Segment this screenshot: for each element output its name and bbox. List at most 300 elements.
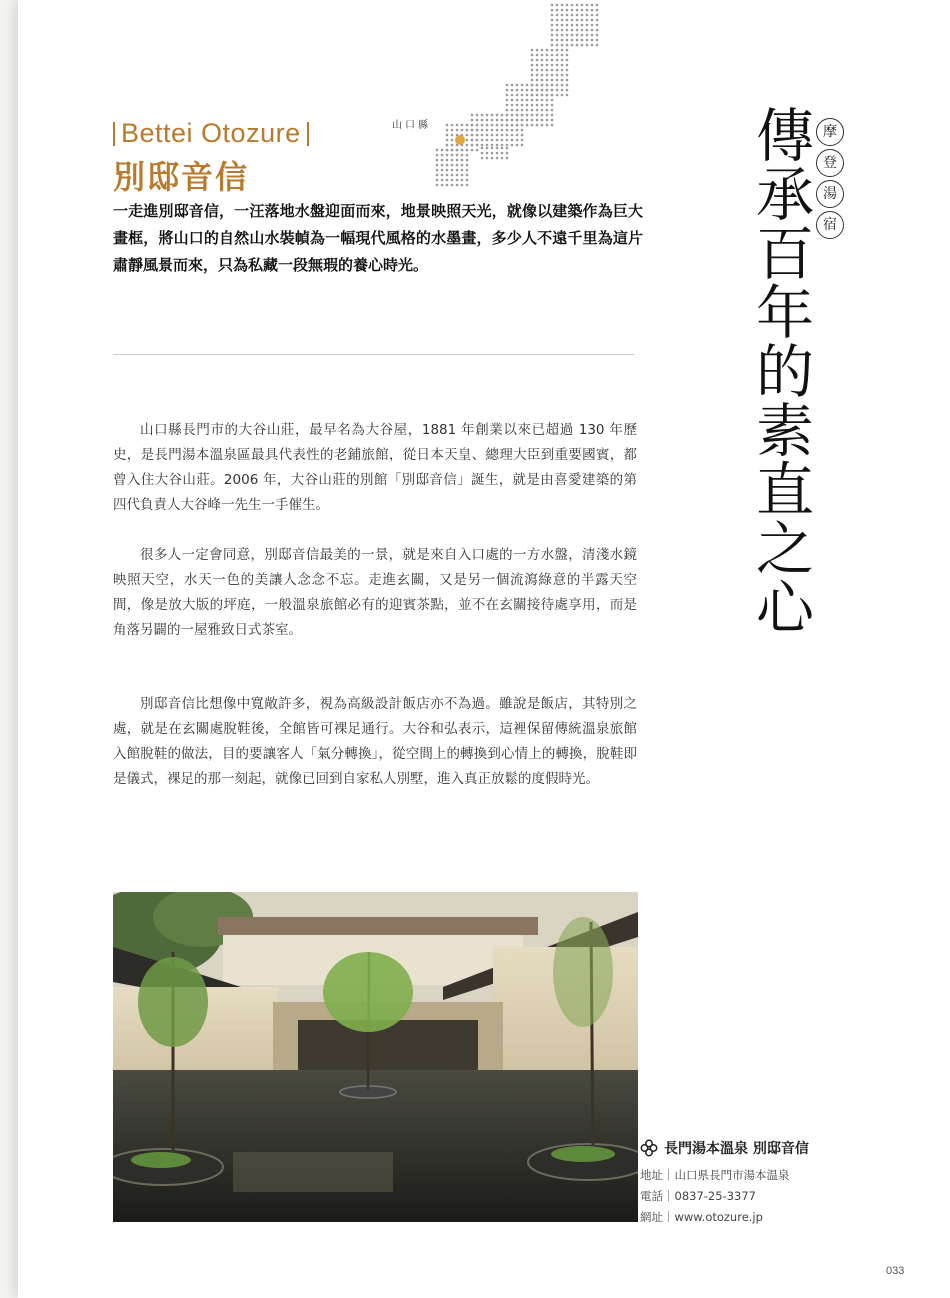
map-dot: [551, 44, 554, 47]
map-dot: [446, 124, 449, 127]
map-dot: [486, 144, 489, 147]
map-dot: [581, 34, 584, 37]
title-bar-right: [307, 122, 309, 146]
map-dot: [596, 24, 599, 27]
map-dot: [491, 152, 494, 155]
map-dot: [436, 154, 439, 157]
map-dot: [586, 19, 589, 22]
map-dot: [586, 14, 589, 17]
hotel-name: 長門湯本溫泉 別邸音信: [664, 1141, 809, 1157]
map-dot: [446, 144, 449, 147]
hotel-address: 地址｜山口県長門市湯本温泉: [640, 1168, 790, 1182]
map-dot: [496, 147, 499, 150]
map-dot: [571, 44, 574, 47]
map-dot: [596, 29, 599, 32]
map-dot: [516, 84, 519, 87]
map-dot: [506, 109, 509, 112]
map-dot: [531, 59, 534, 62]
map-dot: [566, 74, 569, 77]
map-dot: [461, 149, 464, 152]
map-dot: [511, 129, 514, 132]
map-dot: [466, 134, 469, 137]
map-dot: [546, 69, 549, 72]
hotel-website: 網址｜www.otozure.jp: [640, 1210, 763, 1224]
map-dot: [461, 174, 464, 177]
map-dot: [581, 4, 584, 7]
map-dot: [441, 174, 444, 177]
map-dot: [451, 124, 454, 127]
map-dot: [531, 74, 534, 77]
map-dot: [556, 69, 559, 72]
map-dot: [501, 147, 504, 150]
map-dot: [566, 69, 569, 72]
map-dot: [566, 9, 569, 12]
map-dot: [521, 114, 524, 117]
map-dot: [576, 44, 579, 47]
map-dot: [496, 157, 499, 160]
map-dot: [476, 149, 479, 152]
map-dot: [511, 124, 514, 127]
map-dot: [451, 179, 454, 182]
map-dot: [476, 134, 479, 137]
title-bar-left: [113, 122, 115, 146]
map-dot: [551, 69, 554, 72]
map-dot: [561, 69, 564, 72]
map-dot: [581, 29, 584, 32]
map-dot: [551, 19, 554, 22]
map-dot: [566, 84, 569, 87]
section-divider: [113, 354, 635, 355]
map-dot: [556, 14, 559, 17]
map-dot: [516, 99, 519, 102]
map-dot: [441, 149, 444, 152]
map-dot: [531, 99, 534, 102]
map-dot: [511, 104, 514, 107]
map-dot: [546, 79, 549, 82]
map-dot: [551, 34, 554, 37]
japan-dot-map: [382, 0, 632, 190]
map-dot: [556, 44, 559, 47]
map-dot: [506, 94, 509, 97]
map-dot: [446, 154, 449, 157]
map-dot: [536, 74, 539, 77]
map-dot: [526, 99, 529, 102]
map-dot: [536, 54, 539, 57]
map-dot: [436, 179, 439, 182]
map-dot: [436, 149, 439, 152]
map-dot: [586, 24, 589, 27]
hotel-info: [640, 1138, 930, 1227]
map-dot: [516, 139, 519, 142]
map-dot: [441, 154, 444, 157]
map-dot: [536, 89, 539, 92]
map-dot: [486, 134, 489, 137]
map-dot: [496, 114, 499, 117]
map-dot: [546, 94, 549, 97]
map-dot: [511, 139, 514, 142]
map-dot: [456, 164, 459, 167]
map-dot: [526, 104, 529, 107]
map-dot: [511, 94, 514, 97]
map-dot: [561, 94, 564, 97]
map-dot: [541, 119, 544, 122]
map-dot: [491, 144, 494, 147]
map-dot: [441, 184, 444, 187]
map-dot: [496, 139, 499, 142]
category-badges: [816, 118, 844, 239]
map-dot: [576, 14, 579, 17]
map-dot: [476, 119, 479, 122]
map-dot: [491, 129, 494, 132]
map-dot: [526, 114, 529, 117]
map-dot: [521, 139, 524, 142]
map-dot: [496, 124, 499, 127]
map-dot: [551, 94, 554, 97]
map-dot: [551, 99, 554, 102]
map-dot: [546, 74, 549, 77]
map-dot: [506, 124, 509, 127]
map-dot: [551, 89, 554, 92]
map-dot: [446, 179, 449, 182]
badge-char: 摩: [816, 118, 844, 146]
map-dot: [436, 169, 439, 172]
map-dot: [516, 124, 519, 127]
map-dot: [556, 59, 559, 62]
map-dot: [551, 74, 554, 77]
map-dot: [456, 169, 459, 172]
map-dot: [466, 159, 469, 162]
map-dot: [506, 99, 509, 102]
map-dot: [581, 39, 584, 42]
map-dot: [501, 119, 504, 122]
map-dot: [556, 74, 559, 77]
map-dot: [546, 64, 549, 67]
map-dot: [536, 59, 539, 62]
map-dot: [561, 74, 564, 77]
map-dot: [446, 164, 449, 167]
map-dot: [516, 109, 519, 112]
map-dot: [556, 49, 559, 52]
map-dot: [586, 29, 589, 32]
map-dot: [496, 129, 499, 132]
map-dot: [461, 129, 464, 132]
map-dot: [496, 144, 499, 147]
map-dot: [541, 64, 544, 67]
map-dot: [446, 139, 449, 142]
map-dot: [571, 39, 574, 42]
badge-char: 湯: [816, 180, 844, 208]
map-dot: [561, 49, 564, 52]
map-dot: [556, 29, 559, 32]
map-dot: [471, 124, 474, 127]
map-dot: [481, 144, 484, 147]
map-dot: [586, 44, 589, 47]
map-dot: [526, 94, 529, 97]
map-dot: [471, 134, 474, 137]
map-dot: [556, 94, 559, 97]
map-dot: [516, 89, 519, 92]
map-dot: [466, 139, 469, 142]
map-dot: [511, 144, 514, 147]
map-dot: [451, 184, 454, 187]
map-dot: [491, 119, 494, 122]
map-dot: [596, 44, 599, 47]
map-dot: [516, 104, 519, 107]
map-dot: [476, 129, 479, 132]
map-dot: [451, 149, 454, 152]
map-dot: [466, 179, 469, 182]
body-paragraph-1: 山口縣長門市的大谷山莊，最早名為大谷屋，1881 年創業以來已超過 130 年歷史，是長門湯本溫泉區最具代表性的老鋪旅館，從日本天皇、總理大臣到重要國賓，都曾入住大谷山莊。2006 年，大谷山莊的別館「別邸音信」誕生，就是由喜愛建築的第四代負責人大谷峰一先生一手催生。: [113, 422, 637, 513]
map-dot: [536, 69, 539, 72]
map-dot: [496, 134, 499, 137]
map-dot: [501, 144, 504, 147]
map-dot: [536, 99, 539, 102]
map-dot: [466, 144, 469, 147]
map-dot: [466, 124, 469, 127]
map-dot: [466, 149, 469, 152]
map-dot: [531, 69, 534, 72]
map-dot: [516, 129, 519, 132]
map-dot: [571, 19, 574, 22]
map-dot: [556, 79, 559, 82]
map-dot: [551, 29, 554, 32]
map-dot: [451, 139, 454, 142]
map-dot: [546, 124, 549, 127]
map-dot: [456, 174, 459, 177]
map-dot: [451, 154, 454, 157]
map-dot: [486, 152, 489, 155]
map-dot: [586, 4, 589, 7]
map-dot: [551, 59, 554, 62]
map-dot: [506, 119, 509, 122]
map-dot: [451, 169, 454, 172]
map-dot: [541, 109, 544, 112]
map-dot: [556, 9, 559, 12]
map-dot: [561, 84, 564, 87]
map-dot: [481, 157, 484, 160]
map-dot: [531, 119, 534, 122]
map-dot: [551, 39, 554, 42]
map-dot: [551, 64, 554, 67]
map-dot: [566, 34, 569, 37]
map-dot: [541, 89, 544, 92]
map-dot: [541, 84, 544, 87]
map-dot: [591, 9, 594, 12]
map-dot: [526, 124, 529, 127]
map-dot: [516, 144, 519, 147]
map-dot: [436, 184, 439, 187]
map-dot: [466, 154, 469, 157]
map-dot: [476, 144, 479, 147]
map-dot: [561, 89, 564, 92]
vertical-headline: 傳承百年的素直之心: [746, 105, 814, 636]
map-dot: [476, 124, 479, 127]
map-dot: [571, 4, 574, 7]
map-dot: [451, 129, 454, 132]
map-dot: [531, 124, 534, 127]
map-dot: [551, 79, 554, 82]
map-dot: [541, 79, 544, 82]
map-dot: [506, 147, 509, 150]
map-dot: [486, 139, 489, 142]
map-dot: [566, 59, 569, 62]
page-number: 033: [886, 1265, 905, 1277]
map-dot: [541, 69, 544, 72]
map-dot: [441, 179, 444, 182]
map-dot: [506, 104, 509, 107]
map-dot: [506, 114, 509, 117]
intro-paragraph: 一走進別邸音信，一汪落地水盤迎面而來，地景映照天光，就像以建築作為巨大畫框，將山口的自然山水裝幀為一幅現代風格的水墨畫，多少人不遠千里為這片肅靜風景而來，只為私藏一段無瑕的養心時光。: [113, 202, 643, 274]
map-dot: [456, 154, 459, 157]
hotel-phone: 電話｜0837-25-3377: [640, 1189, 756, 1203]
map-dot: [561, 39, 564, 42]
map-dot: [456, 149, 459, 152]
map-dot: [446, 149, 449, 152]
map-dot: [596, 39, 599, 42]
map-dot: [506, 89, 509, 92]
map-dot: [556, 84, 559, 87]
map-dot: [551, 54, 554, 57]
map-dot: [586, 34, 589, 37]
map-dot: [566, 14, 569, 17]
map-dot: [481, 139, 484, 142]
map-dot: [466, 169, 469, 172]
map-dot: [576, 9, 579, 12]
map-dot: [471, 119, 474, 122]
map-dot: [506, 152, 509, 155]
chinese-title: 別邸音信: [113, 158, 250, 196]
map-dot: [461, 164, 464, 167]
map-dot: [556, 39, 559, 42]
map-dots: [436, 4, 599, 187]
map-dot: [551, 49, 554, 52]
flower-logo-icon: [640, 1139, 658, 1157]
map-dot: [461, 184, 464, 187]
map-dot: [541, 74, 544, 77]
map-dot: [516, 119, 519, 122]
map-dot: [561, 64, 564, 67]
map-dot: [486, 124, 489, 127]
map-dot: [531, 79, 534, 82]
map-dot: [486, 129, 489, 132]
body-paragraph-2: 很多人一定會同意，別邸音信最美的一景，就是來自入口處的一方水盤，清淺水鏡映照天空，水天一色的美讓人念念不忘。走進玄關，又是另一個流瀉綠意的半露天空間，像是放大版的坪庭，一般溫泉旅館必有的迎賓茶點，並不在玄關接待處享用，而是角落另闢的一屋雅致日式茶室。: [113, 547, 637, 638]
map-dot: [566, 89, 569, 92]
map-dot: [536, 79, 539, 82]
map-dot: [561, 4, 564, 7]
map-dot: [536, 49, 539, 52]
map-dot: [496, 119, 499, 122]
map-dot: [521, 124, 524, 127]
map-dot: [551, 109, 554, 112]
map-dot: [571, 29, 574, 32]
map-dot: [471, 149, 474, 152]
courtyard-photo: [113, 892, 638, 1222]
map-dot: [536, 124, 539, 127]
map-dot: [566, 64, 569, 67]
map-dot: [441, 159, 444, 162]
map-dot: [441, 164, 444, 167]
map-dot: [481, 124, 484, 127]
map-dot: [521, 104, 524, 107]
map-dot: [521, 144, 524, 147]
map-dot: [481, 129, 484, 132]
map-dot: [531, 114, 534, 117]
map-dot: [561, 79, 564, 82]
map-dot: [521, 119, 524, 122]
map-dot: [566, 29, 569, 32]
map-dot: [516, 114, 519, 117]
map-dot: [461, 124, 464, 127]
map-dot: [541, 94, 544, 97]
map-location-marker: [455, 135, 465, 145]
map-dot: [536, 94, 539, 97]
map-dot: [591, 14, 594, 17]
map-dot: [596, 9, 599, 12]
english-title: [113, 118, 309, 149]
map-dot: [541, 59, 544, 62]
map-dot: [526, 89, 529, 92]
map-dot: [461, 159, 464, 162]
map-dot: [461, 169, 464, 172]
map-dot: [536, 104, 539, 107]
map-dot: [511, 99, 514, 102]
map-dot: [446, 184, 449, 187]
map-dot: [551, 104, 554, 107]
map-dot: [526, 84, 529, 87]
map-dot: [576, 4, 579, 7]
map-dot: [556, 54, 559, 57]
map-dot: [481, 134, 484, 137]
map-dot: [466, 184, 469, 187]
map-dot: [501, 157, 504, 160]
map-dot: [526, 109, 529, 112]
map-dot: [561, 14, 564, 17]
map-dot: [571, 14, 574, 17]
map-dot: [466, 129, 469, 132]
map-dot: [586, 9, 589, 12]
badge-char: 登: [816, 149, 844, 177]
map-dot: [581, 19, 584, 22]
map-dot: [591, 19, 594, 22]
map-dot: [521, 109, 524, 112]
map-dot: [561, 24, 564, 27]
map-dot: [546, 119, 549, 122]
map-dot: [571, 9, 574, 12]
map-dot: [511, 84, 514, 87]
map-dot: [581, 44, 584, 47]
map-dot: [446, 129, 449, 132]
map-dot: [456, 124, 459, 127]
map-dot: [596, 4, 599, 7]
map-dot: [511, 109, 514, 112]
map-dot: [521, 129, 524, 132]
map-dot: [521, 84, 524, 87]
map-dot: [556, 24, 559, 27]
map-dot: [536, 84, 539, 87]
map-dot: [576, 24, 579, 27]
map-dot: [501, 139, 504, 142]
map-dot: [506, 144, 509, 147]
map-dot: [456, 129, 459, 132]
map-dot: [596, 19, 599, 22]
map-dot: [546, 89, 549, 92]
map-dot: [451, 164, 454, 167]
map-dot: [581, 24, 584, 27]
map-dot: [531, 84, 534, 87]
map-dot: [541, 99, 544, 102]
map-dot: [456, 159, 459, 162]
map-dot: [566, 24, 569, 27]
